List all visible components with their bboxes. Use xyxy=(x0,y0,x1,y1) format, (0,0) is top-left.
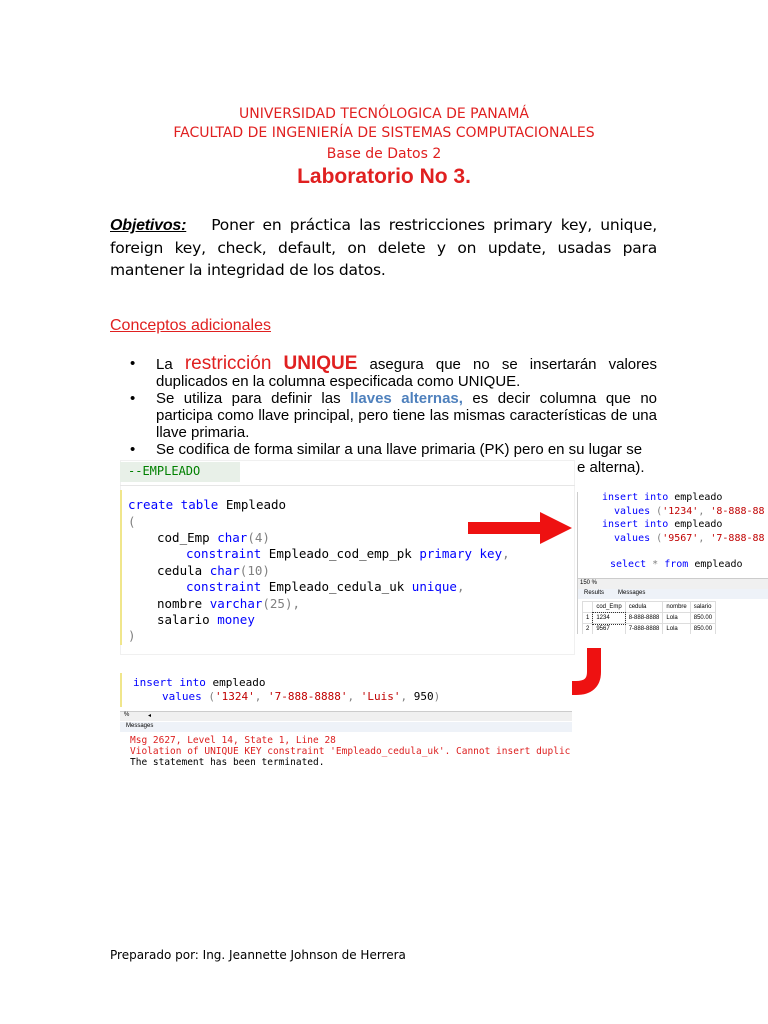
column-header xyxy=(583,602,593,613)
results-tabs xyxy=(578,589,768,599)
paren: ( xyxy=(656,533,663,544)
sep: , xyxy=(698,506,711,517)
column-header: cedula xyxy=(625,602,663,613)
value: '1234' xyxy=(662,506,699,517)
table-cell[interactable]: Lola xyxy=(663,613,690,624)
change-bar xyxy=(120,673,122,707)
zoom-bar xyxy=(578,578,768,589)
scroll-left-icon[interactable]: ◂ xyxy=(148,713,152,719)
objectives-paragraph xyxy=(110,214,657,281)
kw-constraint: constraint xyxy=(186,546,262,561)
tab-messages[interactable]: Messages xyxy=(126,723,154,729)
value: '9567' xyxy=(662,533,699,544)
bullet-icon: • xyxy=(130,355,136,372)
faculty-name: FACULTAD DE INGENIERÍA DE SISTEMAS COMPUTACIONALES xyxy=(173,125,595,141)
column-header: cod_Emp xyxy=(593,602,625,613)
code-line-pk xyxy=(186,546,510,561)
table-name: empleado xyxy=(674,492,723,503)
type-money: money xyxy=(217,612,255,627)
table-cell[interactable]: 9567 xyxy=(593,624,625,635)
list-item xyxy=(130,355,657,390)
code-line-values2 xyxy=(614,533,765,544)
code-line-create xyxy=(128,497,286,512)
lab-title: Laboratorio No 3. xyxy=(297,165,471,188)
sep: , xyxy=(400,690,414,703)
paren: ( xyxy=(656,506,663,517)
table-name: empleado xyxy=(212,676,266,689)
concepts-heading: Conceptos adicionales xyxy=(110,317,271,334)
table-cell[interactable]: 1 xyxy=(583,613,593,624)
divider xyxy=(120,485,575,486)
value: 950 xyxy=(413,690,434,703)
table-header-row xyxy=(583,602,716,613)
table-cell[interactable]: 2 xyxy=(583,624,593,635)
bullet3-tail: e alterna). xyxy=(577,459,645,476)
objectives-label: Objetivos: xyxy=(110,217,187,234)
kw-unique: unique xyxy=(411,579,457,594)
messages-tabs xyxy=(120,722,572,732)
kw-values: values xyxy=(162,690,202,703)
error-msg-line2: Violation of UNIQUE KEY constraint 'Empleado_cedula_uk'. Cannot insert duplic xyxy=(130,746,571,757)
paren: ) xyxy=(433,690,441,703)
code-comment: --EMPLEADO xyxy=(128,464,201,478)
kw-primary-key: primary key xyxy=(419,546,503,561)
change-bar xyxy=(120,490,122,645)
col-salario: salario xyxy=(157,612,218,627)
sep: , xyxy=(254,690,268,703)
arrow-right-icon xyxy=(468,512,572,544)
table-name: Empleado xyxy=(225,497,287,512)
kw-values: values xyxy=(614,506,651,517)
value: '8-888-88 xyxy=(710,506,765,517)
concepts-list xyxy=(130,355,657,458)
zoom-bar xyxy=(120,711,572,721)
code-close-paren: ) xyxy=(128,628,136,643)
star: * xyxy=(652,559,659,570)
table-cell[interactable]: 1234 xyxy=(593,613,625,624)
footer-author: Preparado por: Ing. Jeannette Johnson de Herrera xyxy=(110,948,406,962)
args: (10) xyxy=(239,563,270,578)
col-nombre: nombre xyxy=(157,596,210,611)
list-item xyxy=(130,441,657,458)
unique-violation-screenshot xyxy=(120,671,572,773)
args: (4) xyxy=(247,530,270,545)
column-header: nombre xyxy=(663,602,690,613)
bullet-icon: • xyxy=(130,441,136,458)
bullet-icon: • xyxy=(130,390,136,407)
table-cell[interactable]: Lola xyxy=(663,624,690,635)
kw-insert: insert into xyxy=(133,676,206,689)
code-line-nombre xyxy=(157,596,300,611)
code-line-insert2 xyxy=(602,519,722,530)
kw-constraint: constraint xyxy=(186,579,262,594)
error-msg-line1: Msg 2627, Level 14, State 1, Line 28 xyxy=(130,735,336,746)
create-table-screenshot xyxy=(120,460,575,655)
kw-from: from xyxy=(664,559,689,570)
value: '7-888-8888' xyxy=(268,690,348,703)
args: (25), xyxy=(262,596,301,611)
tab-results[interactable]: Results xyxy=(584,590,605,596)
zoom-level[interactable]: % xyxy=(124,712,130,718)
code-line-cod-emp xyxy=(157,530,270,545)
paren: ( xyxy=(208,690,215,703)
table-cell[interactable]: 850.00 xyxy=(690,613,715,624)
type-char: char xyxy=(217,530,248,545)
table-cell[interactable]: 8-888-8888 xyxy=(625,613,663,624)
kw-create: create table xyxy=(128,497,219,512)
university-name: UNIVERSIDAD TECNÓLOGICA DE PANAMÁ xyxy=(238,106,530,122)
kw-select: select xyxy=(610,559,647,570)
code-line-insert xyxy=(133,676,265,689)
bullet2-pre: Se utiliza para definir las xyxy=(156,390,351,407)
bullet1-pre: La xyxy=(156,356,185,373)
kw-insert: insert into xyxy=(602,519,669,530)
kw-values: values xyxy=(614,533,651,544)
bullet2-post: es decir columna que no participa como llave principal, pero tiene las mismas características de una llave primaria. xyxy=(156,390,658,441)
table-cell[interactable]: 7-888-8888 xyxy=(625,624,663,635)
code-line-salario xyxy=(157,612,255,627)
code-line-values xyxy=(162,690,440,703)
bullet1-post: asegura que no se insertarán valores duplicados en la columna especificada como UNIQUE. xyxy=(156,356,657,390)
code-line-uk xyxy=(186,579,464,594)
results-table xyxy=(582,601,716,634)
objectives-text: Poner en práctica las restricciones primary key, unique, foreign key, check, default, on delete y on update, usadas para mantener la integridad de los datos. xyxy=(110,216,657,279)
col-cedula: cedula xyxy=(157,563,210,578)
column-header: salario xyxy=(690,602,715,613)
table-name: empleado xyxy=(674,519,723,530)
col-cod-emp: cod_Emp xyxy=(157,530,218,545)
tab-messages[interactable]: Messages xyxy=(618,590,646,596)
kw-insert: insert into xyxy=(602,492,669,503)
code-line-insert1 xyxy=(602,492,722,503)
type-varchar: varchar xyxy=(209,596,263,611)
code-line-cedula xyxy=(157,563,270,578)
list-item xyxy=(130,390,657,441)
comma: , xyxy=(456,579,465,594)
zoom-level[interactable]: 150 % xyxy=(580,580,598,586)
constraint-name: Empleado_cod_emp_pk xyxy=(268,546,412,561)
sep: , xyxy=(347,690,361,703)
table-row xyxy=(583,624,716,635)
course-name: Base de Datos 2 xyxy=(326,146,442,162)
error-msg-line3: The statement has been terminated. xyxy=(130,757,325,768)
type-char: char xyxy=(209,563,240,578)
code-open-paren: ( xyxy=(128,514,136,529)
bullet1-restriccion: restricción xyxy=(184,353,272,374)
bullet2-highlight: llaves alternas, xyxy=(350,390,463,407)
bullet3-text: Se codifica de forma similar a una llave primaria (PK) pero en su lugar se xyxy=(156,441,643,458)
value: '7-888-88 xyxy=(710,533,765,544)
code-line-values1 xyxy=(614,506,765,517)
table-cell[interactable]: 850.00 xyxy=(690,624,715,635)
insert-select-screenshot xyxy=(577,492,768,634)
bullet1-unique: UNIQUE xyxy=(283,353,358,374)
value: '1324' xyxy=(215,690,255,703)
table-name: empleado xyxy=(694,559,743,570)
table-row xyxy=(583,613,716,624)
constraint-name: Empleado_cedula_uk xyxy=(268,579,405,594)
comma: , xyxy=(502,546,510,561)
value: 'Luis' xyxy=(360,690,401,703)
code-line-select xyxy=(610,559,743,570)
sep: , xyxy=(698,533,711,544)
